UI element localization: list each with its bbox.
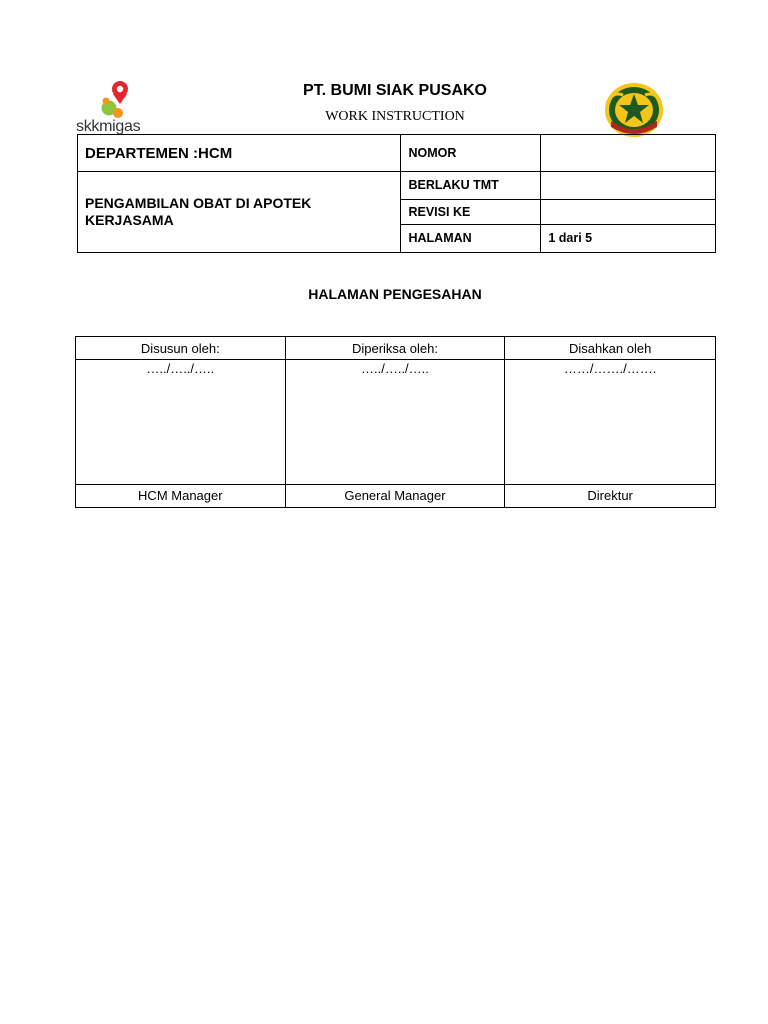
approval-heading-approved: Disahkan oleh — [505, 337, 716, 360]
approval-role-row — [76, 484, 716, 507]
approval-heading-prepared: Disusun oleh: — [76, 337, 286, 360]
signature-date-prepared: …../…../….. — [76, 360, 286, 485]
field-value-halaman: 1 dari 5 — [541, 224, 716, 252]
skkmigas-mark-icon — [76, 80, 154, 120]
role-prepared: HCM Manager — [76, 484, 286, 507]
field-value-berlaku-tmt — [541, 172, 716, 199]
skkmigas-logo — [76, 80, 154, 136]
document-type: WORK INSTRUCTION — [325, 109, 465, 124]
document-info-table — [77, 134, 716, 253]
role-checked: General Manager — [285, 484, 505, 507]
role-approved: Direktur — [505, 484, 716, 507]
emblem-icon — [603, 81, 665, 139]
field-value-nomor — [541, 135, 716, 172]
signature-date-checked: …../…../….. — [285, 360, 505, 485]
field-value-revisi-ke — [541, 199, 716, 224]
company-name: PT. BUMI SIAK PUSAKO — [302, 82, 487, 99]
approval-signature-row — [76, 360, 716, 485]
company-emblem — [603, 81, 665, 139]
approval-header-row — [76, 337, 716, 360]
document-subject: PENGAMBILAN OBAT DI APOTEK KERJASAMA — [78, 172, 401, 253]
department-label: DEPARTEMEN :HCM — [78, 135, 401, 172]
approval-heading-checked: Diperiksa oleh: — [285, 337, 505, 360]
section-title: HALAMAN PENGESAHAN — [308, 286, 482, 302]
approval-table — [75, 336, 716, 508]
field-label-nomor: NOMOR — [401, 135, 541, 172]
field-label-halaman: HALAMAN — [401, 224, 541, 252]
field-label-revisi-ke: REVISI KE — [401, 199, 541, 224]
skkmigas-logo-text: skkmigas — [76, 118, 141, 135]
field-label-berlaku-tmt: BERLAKU TMT — [401, 172, 541, 199]
signature-date-approved: ……/……./……. — [505, 360, 716, 485]
